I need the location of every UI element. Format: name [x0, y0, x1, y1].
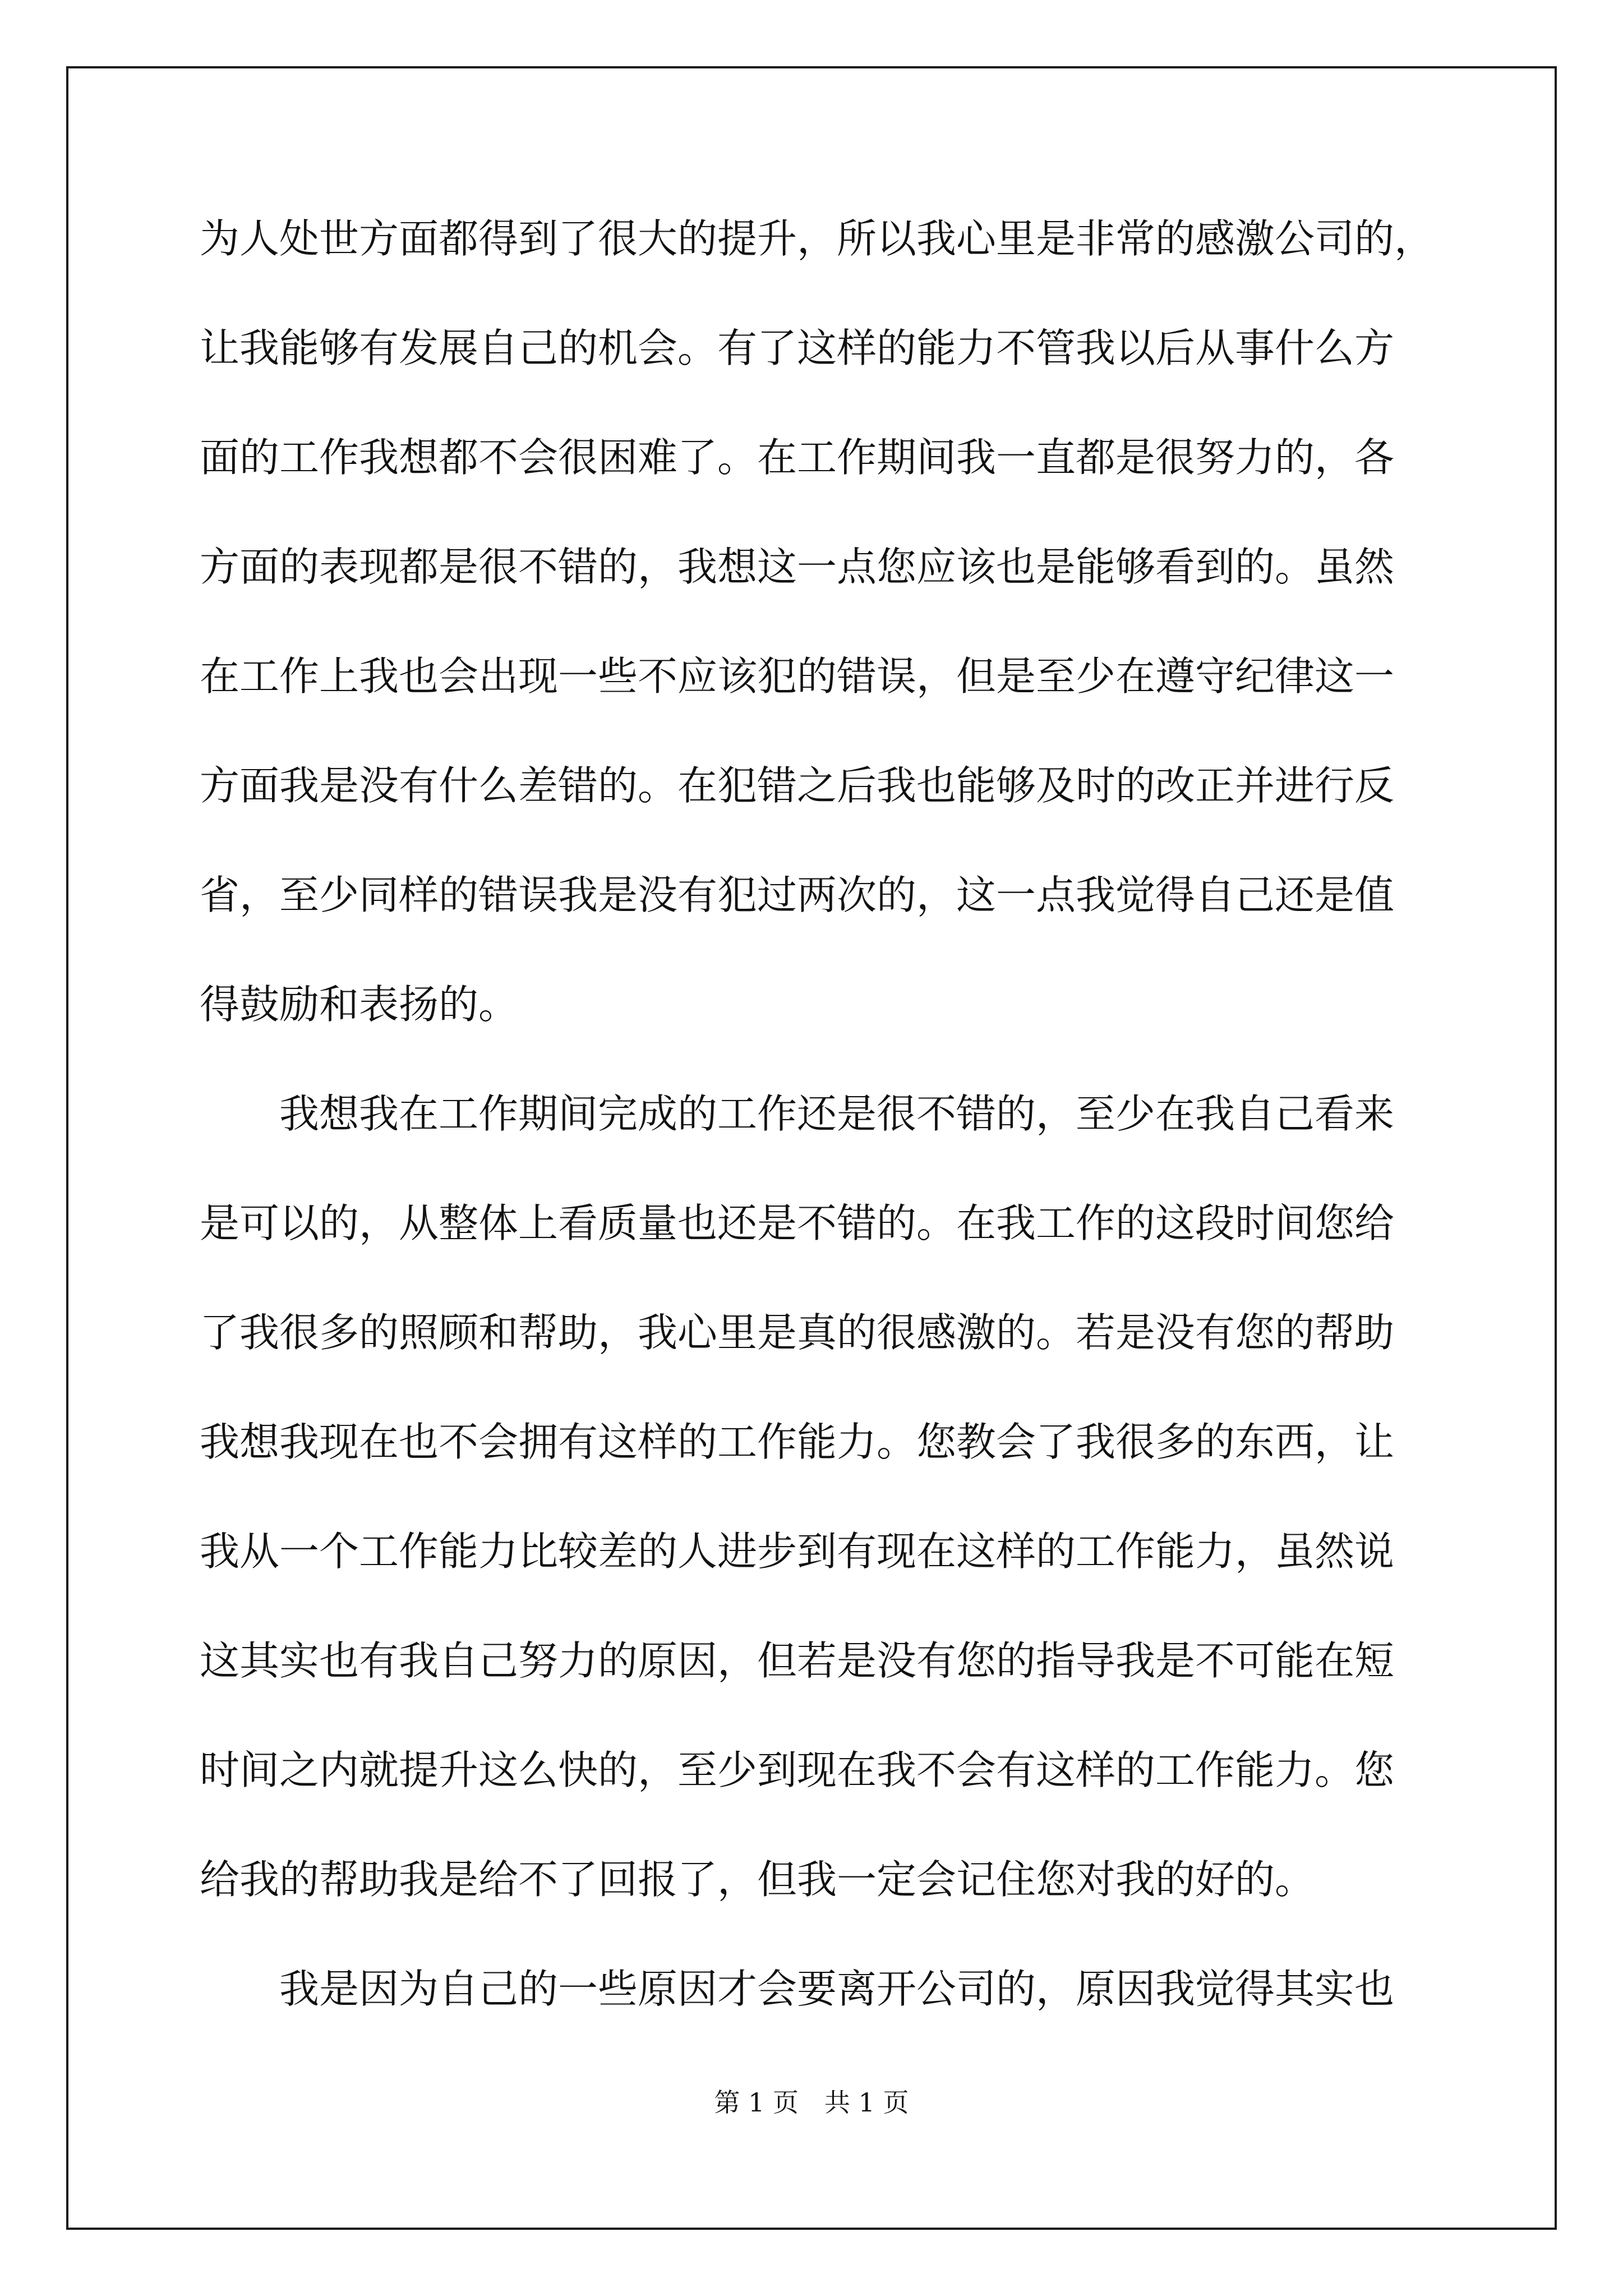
- text-line: 省，至少同样的错误我是没有犯过两次的，这一点我觉得自己还是值: [200, 872, 1395, 918]
- text-line: 方面我是没有什么差错的。在犯错之后我也能够及时的改正并进行反: [200, 762, 1395, 809]
- text-line: 我想我现在也不会拥有这样的工作能力。您教会了我很多的东西，让: [200, 1419, 1395, 1465]
- text-line: 我从一个工作能力比较差的人进步到有现在这样的工作能力，虽然说: [200, 1528, 1395, 1575]
- document-body: [200, 206, 1433, 2066]
- text-line: 为人处世方面都得到了很大的提升，所以我心里是非常的感激公司的，: [200, 215, 1435, 262]
- text-line: 给我的帮助我是给不了回报了，但我一定会记住您对我的好的。: [200, 1856, 1315, 1903]
- text-line: 面的工作我想都不会很困难了。在工作期间我一直都是很努力的，各: [200, 434, 1395, 481]
- text-line: 是可以的，从整体上看质量也还是不错的。在我工作的这段时间您给: [200, 1200, 1395, 1246]
- text-line: 让我能够有发展自己的机会。有了这样的能力不管我以后从事什么方: [200, 325, 1395, 371]
- text-line: 我想我在工作期间完成的工作还是很不错的，至少在我自己看来: [200, 1091, 1395, 1137]
- text-line: 时间之内就提升这么快的，至少到现在我不会有这样的工作能力。您: [200, 1747, 1395, 1793]
- text-line: 这其实也有我自己努力的原因，但若是没有您的指导我是不可能在短: [200, 1637, 1395, 1684]
- text-line: 我是因为自己的一些原因才会要离开公司的，原因我觉得其实也: [200, 1966, 1395, 2012]
- text-line: 方面的表现都是很不错的，我想这一点您应该也是能够看到的。虽然: [200, 544, 1395, 590]
- page-footer: 第 1 页 共 1 页: [714, 2087, 909, 2118]
- text-line: 得鼓励和表扬的。: [200, 981, 519, 1028]
- text-line: 了我很多的照顾和帮助，我心里是真的很感激的。若是没有您的帮助: [200, 1309, 1395, 1356]
- text-line: 在工作上我也会出现一些不应该犯的错误，但是至少在遵守纪律这一: [200, 653, 1395, 700]
